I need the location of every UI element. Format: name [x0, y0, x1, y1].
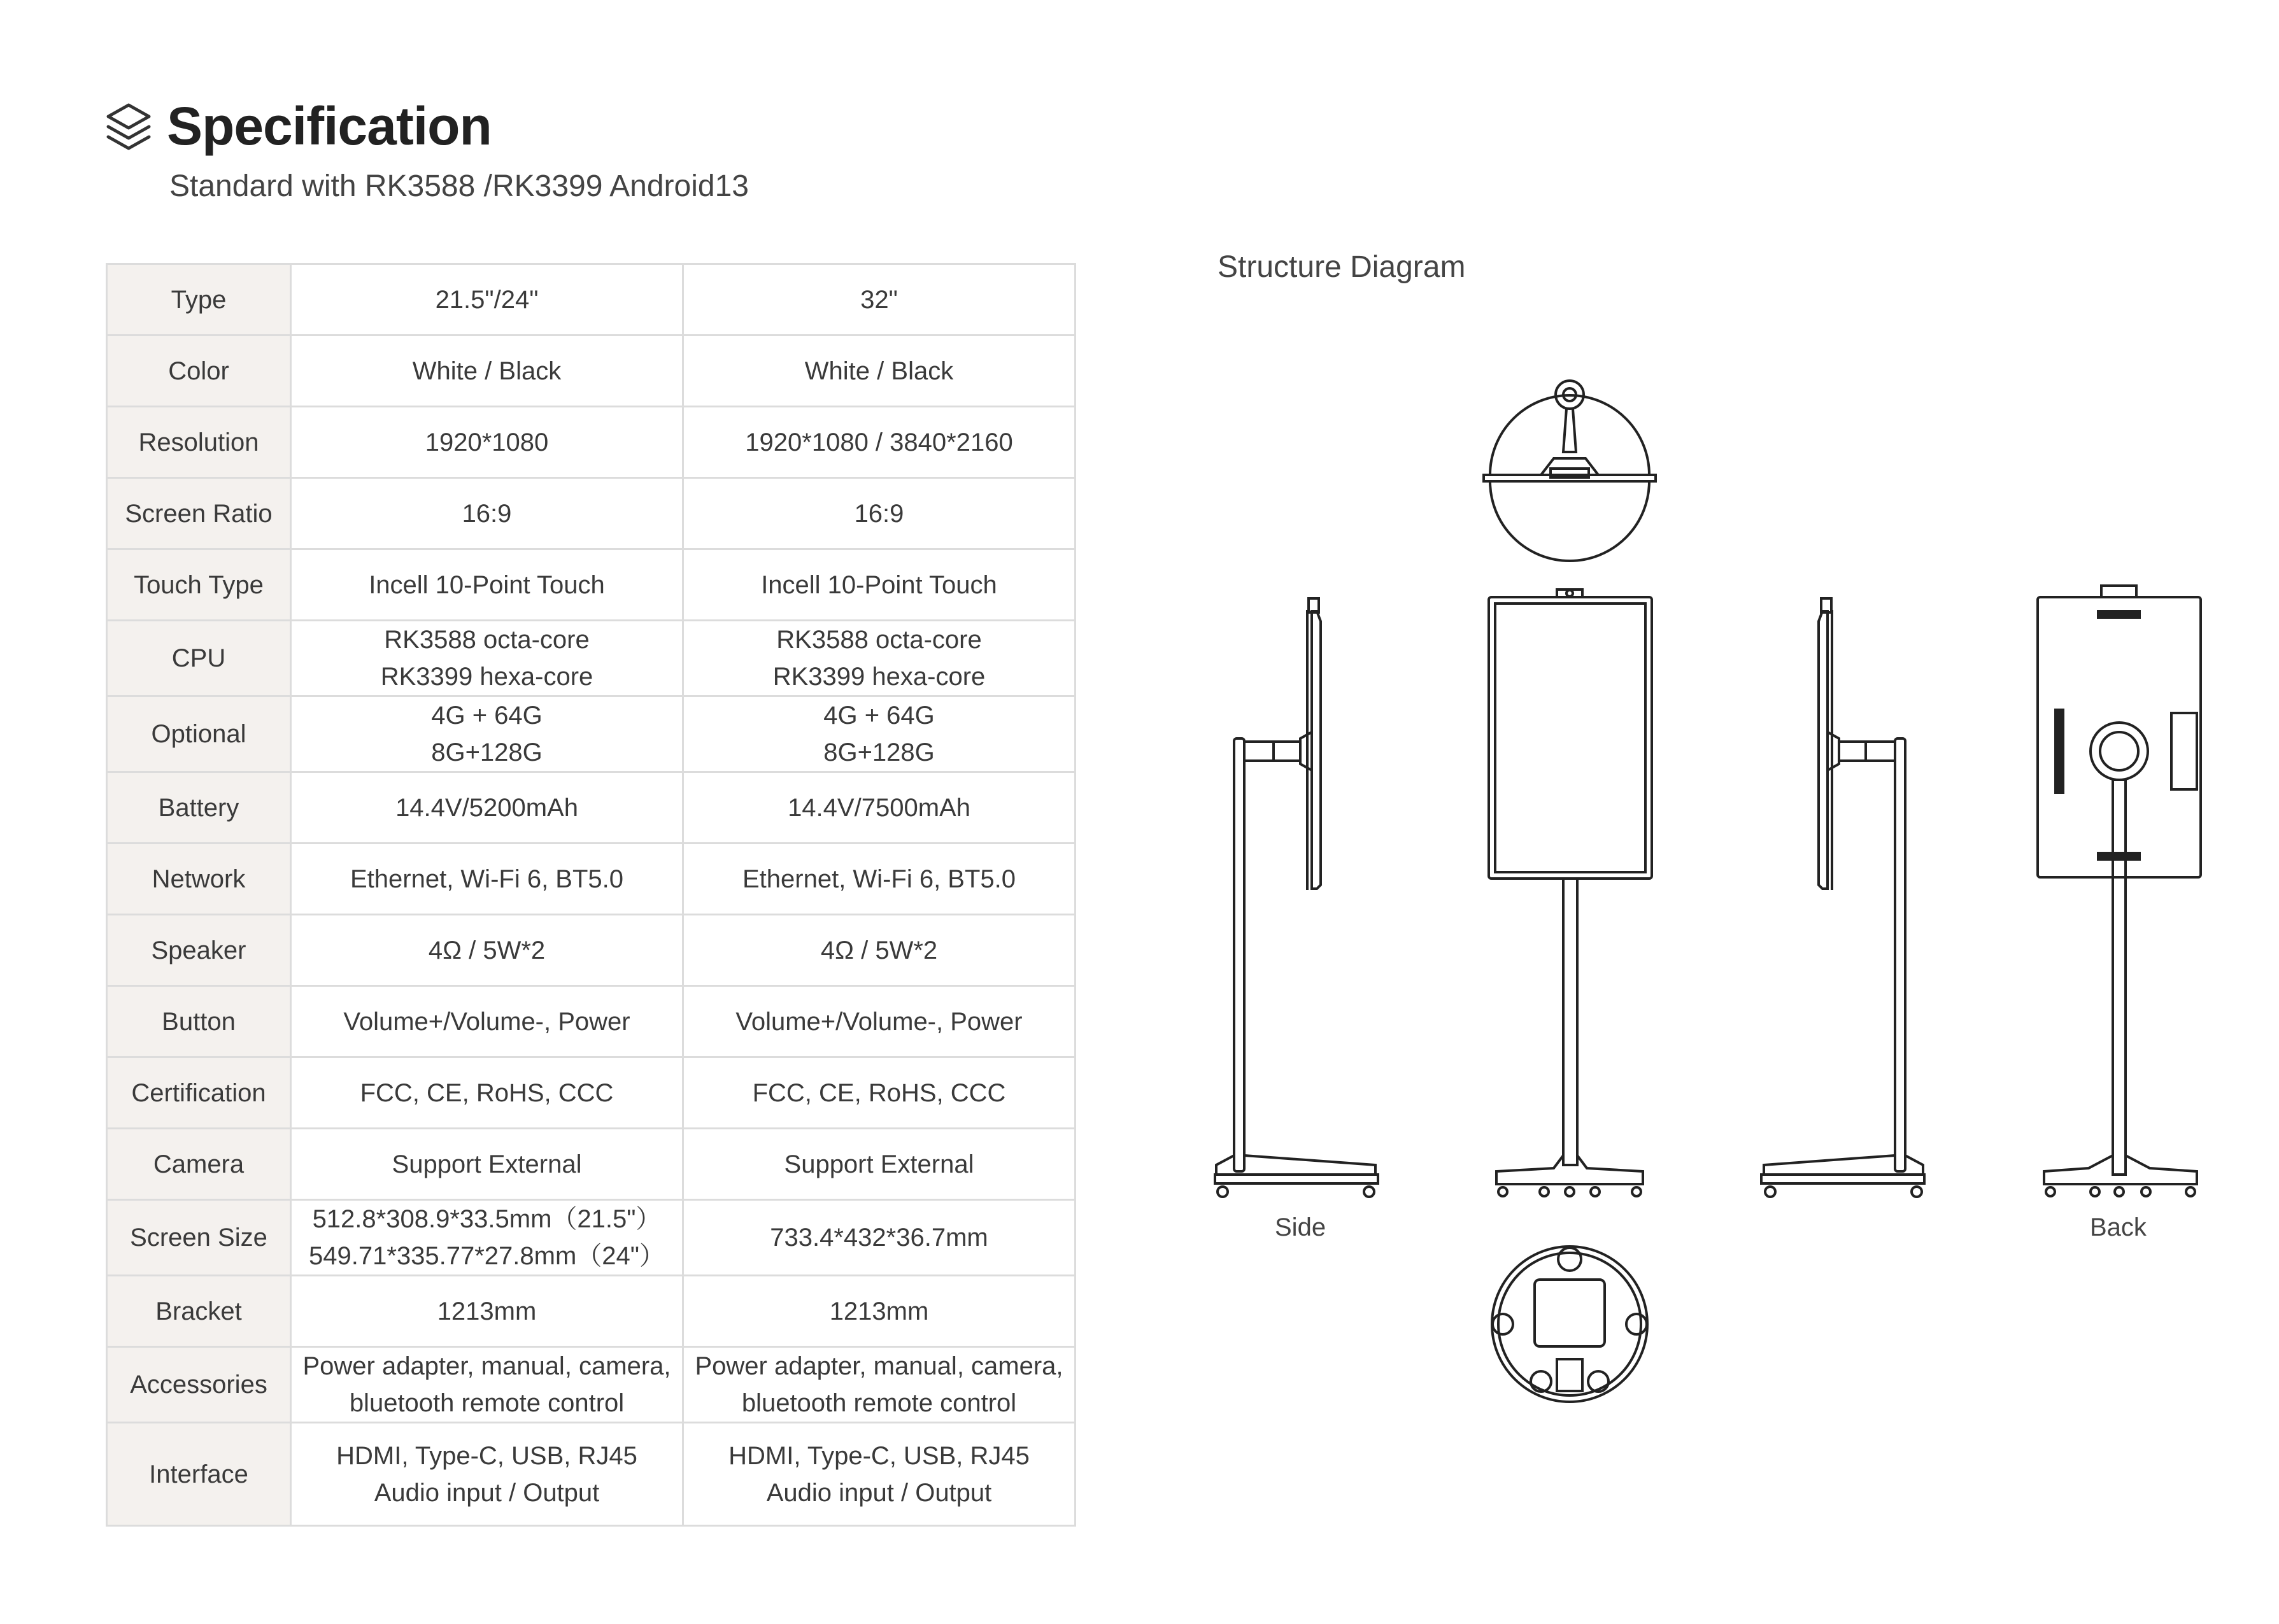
- spec-row: [107, 621, 1076, 696]
- side-label: Side: [1275, 1213, 1326, 1241]
- spec-value-large-model: [683, 772, 1076, 844]
- spec-value-large-model: [683, 621, 1076, 696]
- spec-value-line: 512.8*308.9*33.5mm（21.5"）: [312, 1205, 662, 1233]
- spec-label: Accessories: [107, 1347, 291, 1423]
- layers-icon: [106, 101, 152, 152]
- spec-label: Battery: [107, 772, 291, 844]
- back-view: [2038, 586, 2201, 1196]
- spec-value-line: Ethernet, Wi-Fi 6, BT5.0: [350, 865, 624, 893]
- spec-value-line: 4Ω / 5W*2: [820, 936, 938, 964]
- spec-value-large-model: [683, 407, 1076, 478]
- spec-value-line: Volume+/Volume-, Power: [343, 1007, 630, 1036]
- spec-row: [107, 696, 1076, 772]
- spec-value-line: 8G+128G: [431, 738, 543, 766]
- spec-value-small-model: [291, 549, 683, 621]
- spec-value-line: 16:9: [462, 499, 512, 528]
- spec-label: Resolution: [107, 407, 291, 478]
- spec-row: [107, 1200, 1076, 1276]
- side-view-right: [1761, 598, 1924, 1197]
- side-view-left: [1215, 598, 1378, 1197]
- spec-row: [107, 1129, 1076, 1200]
- spec-value-line: 1920*1080: [425, 428, 549, 456]
- spec-value-large-model: [683, 696, 1076, 772]
- spec-row: [107, 549, 1076, 621]
- spec-value-line: 1213mm: [829, 1297, 929, 1325]
- spec-row: [107, 915, 1076, 986]
- front-view: [1489, 590, 1652, 1196]
- spec-label: Type: [107, 264, 291, 335]
- spec-value-line: Support External: [784, 1150, 974, 1178]
- spec-value-line: Volume+/Volume-, Power: [735, 1007, 1023, 1036]
- top-view: [1484, 381, 1656, 561]
- page-subtitle: Standard with RK3588 /RK3399 Android13: [169, 169, 749, 203]
- spec-value-small-model: [291, 986, 683, 1057]
- spec-value-line: 16:9: [854, 499, 904, 528]
- spec-row: [107, 986, 1076, 1057]
- spec-value-line: Power adapter, manual, camera,: [695, 1352, 1063, 1380]
- spec-label: Screen Size: [107, 1200, 291, 1276]
- spec-value-small-model: [291, 1423, 683, 1526]
- spec-value-large-model: [683, 1347, 1076, 1423]
- spec-row: [107, 844, 1076, 915]
- spec-row: [107, 407, 1076, 478]
- spec-value-large-model: [683, 549, 1076, 621]
- structure-diagram: [1197, 357, 2216, 1439]
- spec-value-line: White / Black: [804, 357, 954, 385]
- spec-value-small-model: [291, 1200, 683, 1276]
- spec-row: [107, 335, 1076, 407]
- spec-value-line: 21.5"/24": [435, 285, 539, 314]
- spec-value-line: 733.4*432*36.7mm: [770, 1224, 988, 1252]
- spec-row: [107, 772, 1076, 844]
- page-title: Specification: [167, 96, 492, 156]
- spec-row: [107, 264, 1076, 335]
- spec-row: [107, 1057, 1076, 1129]
- spec-row: [107, 1276, 1076, 1347]
- spec-label: Color: [107, 335, 291, 407]
- spec-value-small-model: [291, 621, 683, 696]
- spec-value-line: 4G + 64G: [823, 702, 935, 730]
- spec-value-line: RK3588 octa-core: [384, 626, 590, 654]
- spec-value-line: RK3399 hexa-core: [772, 663, 986, 691]
- spec-value-line: bluetooth remote control: [741, 1389, 1017, 1417]
- spec-value-line: FCC, CE, RoHS, CCC: [360, 1078, 614, 1107]
- spec-label: Speaker: [107, 915, 291, 986]
- spec-value-line: HDMI, Type-C, USB, RJ45: [336, 1441, 637, 1470]
- spec-value-line: Power adapter, manual, camera,: [302, 1352, 671, 1380]
- spec-value-small-model: [291, 1129, 683, 1200]
- spec-value-large-model: [683, 335, 1076, 407]
- spec-label: Camera: [107, 1129, 291, 1200]
- spec-label: Interface: [107, 1423, 291, 1526]
- spec-value-line: Audio input / Output: [374, 1478, 600, 1507]
- spec-row: [107, 1423, 1076, 1526]
- spec-value-small-model: [291, 1057, 683, 1129]
- spec-value-line: 4G + 64G: [431, 702, 543, 730]
- spec-value-line: FCC, CE, RoHS, CCC: [752, 1078, 1006, 1107]
- spec-value-line: Incell 10-Point Touch: [761, 570, 997, 599]
- spec-value-line: 8G+128G: [823, 738, 935, 766]
- spec-value-line: 4Ω / 5W*2: [428, 936, 546, 964]
- spec-label: Bracket: [107, 1276, 291, 1347]
- spec-value-small-model: [291, 772, 683, 844]
- spec-value-small-model: [291, 915, 683, 986]
- spec-value-large-model: [683, 478, 1076, 549]
- spec-value-line: 14.4V/7500mAh: [788, 793, 970, 822]
- spec-value-large-model: [683, 264, 1076, 335]
- spec-value-line: 14.4V/5200mAh: [395, 793, 578, 822]
- bottom-view: [1492, 1246, 1647, 1402]
- spec-value-large-model: [683, 1276, 1076, 1347]
- spec-value-large-model: [683, 1423, 1076, 1526]
- spec-value-small-model: [291, 407, 683, 478]
- spec-value-line: 549.71*335.77*27.8mm（24"）: [308, 1242, 665, 1270]
- spec-value-line: HDMI, Type-C, USB, RJ45: [728, 1441, 1030, 1470]
- spec-value-large-model: [683, 844, 1076, 915]
- spec-value-large-model: [683, 986, 1076, 1057]
- spec-value-large-model: [683, 1057, 1076, 1129]
- spec-label: Touch Type: [107, 549, 291, 621]
- spec-label: Screen Ratio: [107, 478, 291, 549]
- spec-label: Optional: [107, 696, 291, 772]
- spec-value-line: 1920*1080 / 3840*2160: [745, 428, 1013, 456]
- spec-row: [107, 1347, 1076, 1423]
- spec-label: CPU: [107, 621, 291, 696]
- spec-value-large-model: [683, 1200, 1076, 1276]
- spec-table: [106, 263, 1076, 1527]
- spec-label: Certification: [107, 1057, 291, 1129]
- spec-label: Button: [107, 986, 291, 1057]
- spec-value-line: 1213mm: [437, 1297, 537, 1325]
- spec-value-line: bluetooth remote control: [349, 1389, 625, 1417]
- back-label: Back: [2090, 1213, 2147, 1241]
- spec-value-large-model: [683, 1129, 1076, 1200]
- spec-value-small-model: [291, 478, 683, 549]
- spec-value-small-model: [291, 696, 683, 772]
- spec-value-small-model: [291, 1276, 683, 1347]
- spec-value-small-model: [291, 335, 683, 407]
- spec-value-line: Support External: [392, 1150, 582, 1178]
- spec-row: [107, 478, 1076, 549]
- spec-value-large-model: [683, 915, 1076, 986]
- spec-value-line: 32": [860, 285, 898, 314]
- spec-label: Network: [107, 844, 291, 915]
- spec-value-small-model: [291, 844, 683, 915]
- spec-value-line: Ethernet, Wi-Fi 6, BT5.0: [742, 865, 1016, 893]
- diagram-title: Structure Diagram: [1218, 250, 1466, 284]
- spec-value-line: Incell 10-Point Touch: [369, 570, 605, 599]
- spec-value-line: White / Black: [412, 357, 562, 385]
- page-header: [106, 95, 749, 204]
- spec-value-line: RK3588 octa-core: [776, 626, 982, 654]
- spec-value-line: Audio input / Output: [766, 1478, 992, 1507]
- spec-value-line: RK3399 hexa-core: [380, 663, 593, 691]
- spec-value-small-model: [291, 1347, 683, 1423]
- spec-value-small-model: [291, 264, 683, 335]
